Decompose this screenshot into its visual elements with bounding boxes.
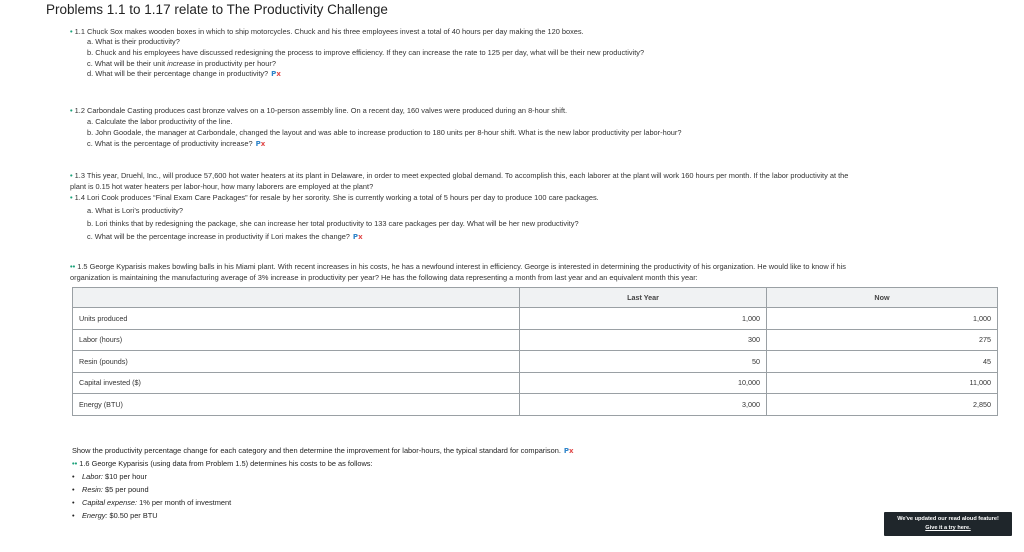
after-table-text bbox=[72, 446, 574, 456]
problem-1-1-d bbox=[87, 69, 281, 79]
bullet-dot: • bbox=[72, 511, 75, 520]
problem-text: 1.4 Lori Cook produces “Final Exam Care Packages” for resale by her sorority. She is currently working a total of 5 hours per day to produce 100 care packages. bbox=[74, 193, 599, 202]
px-letter: P bbox=[255, 140, 261, 148]
row-label: Capital invested ($) bbox=[73, 372, 520, 394]
bullet-dot: • bbox=[72, 472, 75, 481]
list-item bbox=[72, 498, 231, 508]
item-value: 1% per month of investment bbox=[137, 498, 232, 507]
bullet-dot: • bbox=[72, 485, 75, 494]
problem-text: 1.2 Carbondale Casting produces cast bronze valves on a 10-person assembly line. On a recent day, 160 valves were produced during an 8-hour shift. bbox=[74, 106, 568, 115]
text: d. What will be their percentage change in productivity? bbox=[87, 69, 269, 78]
text: c. What will be the percentage increase in productivity if Lori makes the change? bbox=[87, 232, 350, 241]
table-row bbox=[73, 351, 998, 373]
page-title: Problems 1.1 to 1.17 relate to The Productivity Challenge bbox=[46, 2, 388, 17]
item-label: Labor: bbox=[82, 472, 103, 481]
problem-1-2-intro bbox=[70, 106, 567, 115]
problem-1-6-intro bbox=[72, 459, 373, 469]
difficulty-bullet: •• bbox=[72, 459, 78, 468]
problem-1-2-a: a. Calculate the labor productivity of the line. bbox=[87, 117, 233, 126]
row-last-year: 1,000 bbox=[520, 308, 767, 330]
problem-1-1-a: a. What is their productivity? bbox=[87, 37, 180, 46]
problem-1-4-a: a. What is Lori’s productivity? bbox=[87, 206, 183, 215]
px-x: x bbox=[276, 70, 281, 78]
list-item bbox=[72, 485, 149, 495]
row-last-year: 10,000 bbox=[520, 372, 767, 394]
table-header-now: Now bbox=[767, 288, 998, 308]
px-letter: P bbox=[563, 447, 570, 455]
item-label: Energy: bbox=[82, 511, 108, 520]
item-value: $10 per hour bbox=[102, 472, 147, 481]
problem-1-1-c bbox=[87, 59, 276, 68]
row-last-year: 300 bbox=[520, 329, 767, 351]
toast-link[interactable]: Give it a try here. bbox=[925, 525, 971, 531]
read-aloud-toast[interactable] bbox=[884, 512, 1012, 536]
problem-text: 1.1 Chuck Sox makes wooden boxes in which to ship motorcycles. Chuck and his three employees invest a total of 40 hours per day making the 120 boxes. bbox=[74, 27, 584, 36]
bullet-dot: • bbox=[72, 498, 75, 507]
row-now: 2,850 bbox=[767, 394, 998, 416]
text: c. What will be their unit bbox=[87, 59, 168, 68]
px-letter: P bbox=[271, 70, 277, 78]
table-row bbox=[73, 394, 998, 416]
row-last-year: 50 bbox=[520, 351, 767, 373]
problem-1-4-b: b. Lori thinks that by redesigning the package, she can increase her total productivity to 133 care packages per day. What will be her new productivity? bbox=[87, 219, 579, 228]
item-value: $0.50 per BTU bbox=[107, 511, 158, 520]
text: Show the productivity percentage change for each category and then determine the improvement for labor-hours, the typical standard for comparison. bbox=[72, 446, 561, 455]
px-x: x bbox=[569, 447, 574, 455]
table-header-label bbox=[73, 288, 520, 308]
problem-1-5-line2: organization is maintaining the manufacturing average of 3% increase in productivity per year? He has the following data representing a month from last year and an equivalent month this year: bbox=[70, 273, 698, 282]
px-icon[interactable] bbox=[353, 233, 363, 242]
difficulty-bullet: •• bbox=[70, 262, 76, 271]
text: in productivity per hour? bbox=[195, 59, 276, 68]
item-label: Capital expense: bbox=[82, 498, 138, 507]
problem-1-1-b: b. Chuck and his employees have discussed redesigning the process to improve efficiency. If they can increase the rate to 125 per day, what will be their new productivity? bbox=[87, 48, 645, 57]
row-now: 45 bbox=[767, 351, 998, 373]
table-row bbox=[73, 372, 998, 394]
px-icon[interactable] bbox=[271, 70, 281, 79]
px-icon[interactable] bbox=[256, 140, 266, 149]
problem-text: 1.6 George Kyparisis (using data from Problem 1.5) determines his costs to be as follows: bbox=[79, 459, 373, 468]
row-now: 11,000 bbox=[767, 372, 998, 394]
problem-text: 1.5 George Kyparisis makes bowling balls in his Miami plant. With recent increases in his costs, he has a newfound interest in efficiency. George is interested in determining the productivity of his organization. He would like to know if his bbox=[77, 262, 846, 271]
problem-1-4-intro bbox=[70, 193, 599, 202]
problem-1-3-line1 bbox=[70, 171, 848, 180]
list-item bbox=[72, 511, 158, 521]
list-item bbox=[72, 472, 147, 482]
table-header-last-year: Last Year bbox=[520, 288, 767, 308]
productivity-data-table bbox=[72, 287, 998, 416]
table-row bbox=[73, 308, 998, 330]
px-x: x bbox=[358, 233, 363, 241]
row-last-year: 3,000 bbox=[520, 394, 767, 416]
problem-1-4-c bbox=[87, 232, 363, 242]
problem-1-1-intro bbox=[70, 27, 584, 36]
difficulty-bullet: • bbox=[70, 27, 73, 36]
problem-1-5-line1 bbox=[70, 262, 846, 271]
row-label: Resin (pounds) bbox=[73, 351, 520, 373]
text: c. What is the percentage of productivity increase? bbox=[87, 139, 253, 148]
row-label: Energy (BTU) bbox=[73, 394, 520, 416]
toast-headline: We've updated our read aloud feature! bbox=[897, 516, 999, 522]
row-now: 275 bbox=[767, 329, 998, 351]
px-letter: P bbox=[352, 233, 359, 241]
difficulty-bullet: • bbox=[70, 171, 73, 180]
row-label: Units produced bbox=[73, 308, 520, 330]
px-icon[interactable] bbox=[564, 446, 574, 456]
row-label: Labor (hours) bbox=[73, 329, 520, 351]
problem-1-2-b: b. John Goodale, the manager at Carbondale, changed the layout and was able to increase production to 180 units per 8-hour shift. What is the new labor productivity per labor-hour? bbox=[87, 128, 682, 137]
difficulty-bullet: • bbox=[70, 193, 73, 202]
difficulty-bullet: • bbox=[70, 106, 73, 115]
emphasis: increase bbox=[167, 59, 196, 68]
problem-text: 1.3 This year, Druehl, Inc., will produce 57,600 hot water heaters at its plant in Delaware, in order to meet expected global demand. To accomplish this, each laborer at the plant will work 160 hours per month. If the labor productivity at the bbox=[74, 171, 849, 180]
item-label: Resin: bbox=[82, 485, 103, 494]
table-header-row bbox=[73, 288, 998, 308]
px-x: x bbox=[260, 140, 266, 148]
table-row bbox=[73, 329, 998, 351]
item-value: $5 per pound bbox=[102, 485, 149, 494]
row-now: 1,000 bbox=[767, 308, 998, 330]
problem-1-2-c bbox=[87, 139, 265, 149]
problem-1-3-line2: plant is 0.15 hot water heaters per labor-hour, how many laborers are employed at the plant? bbox=[70, 182, 374, 191]
